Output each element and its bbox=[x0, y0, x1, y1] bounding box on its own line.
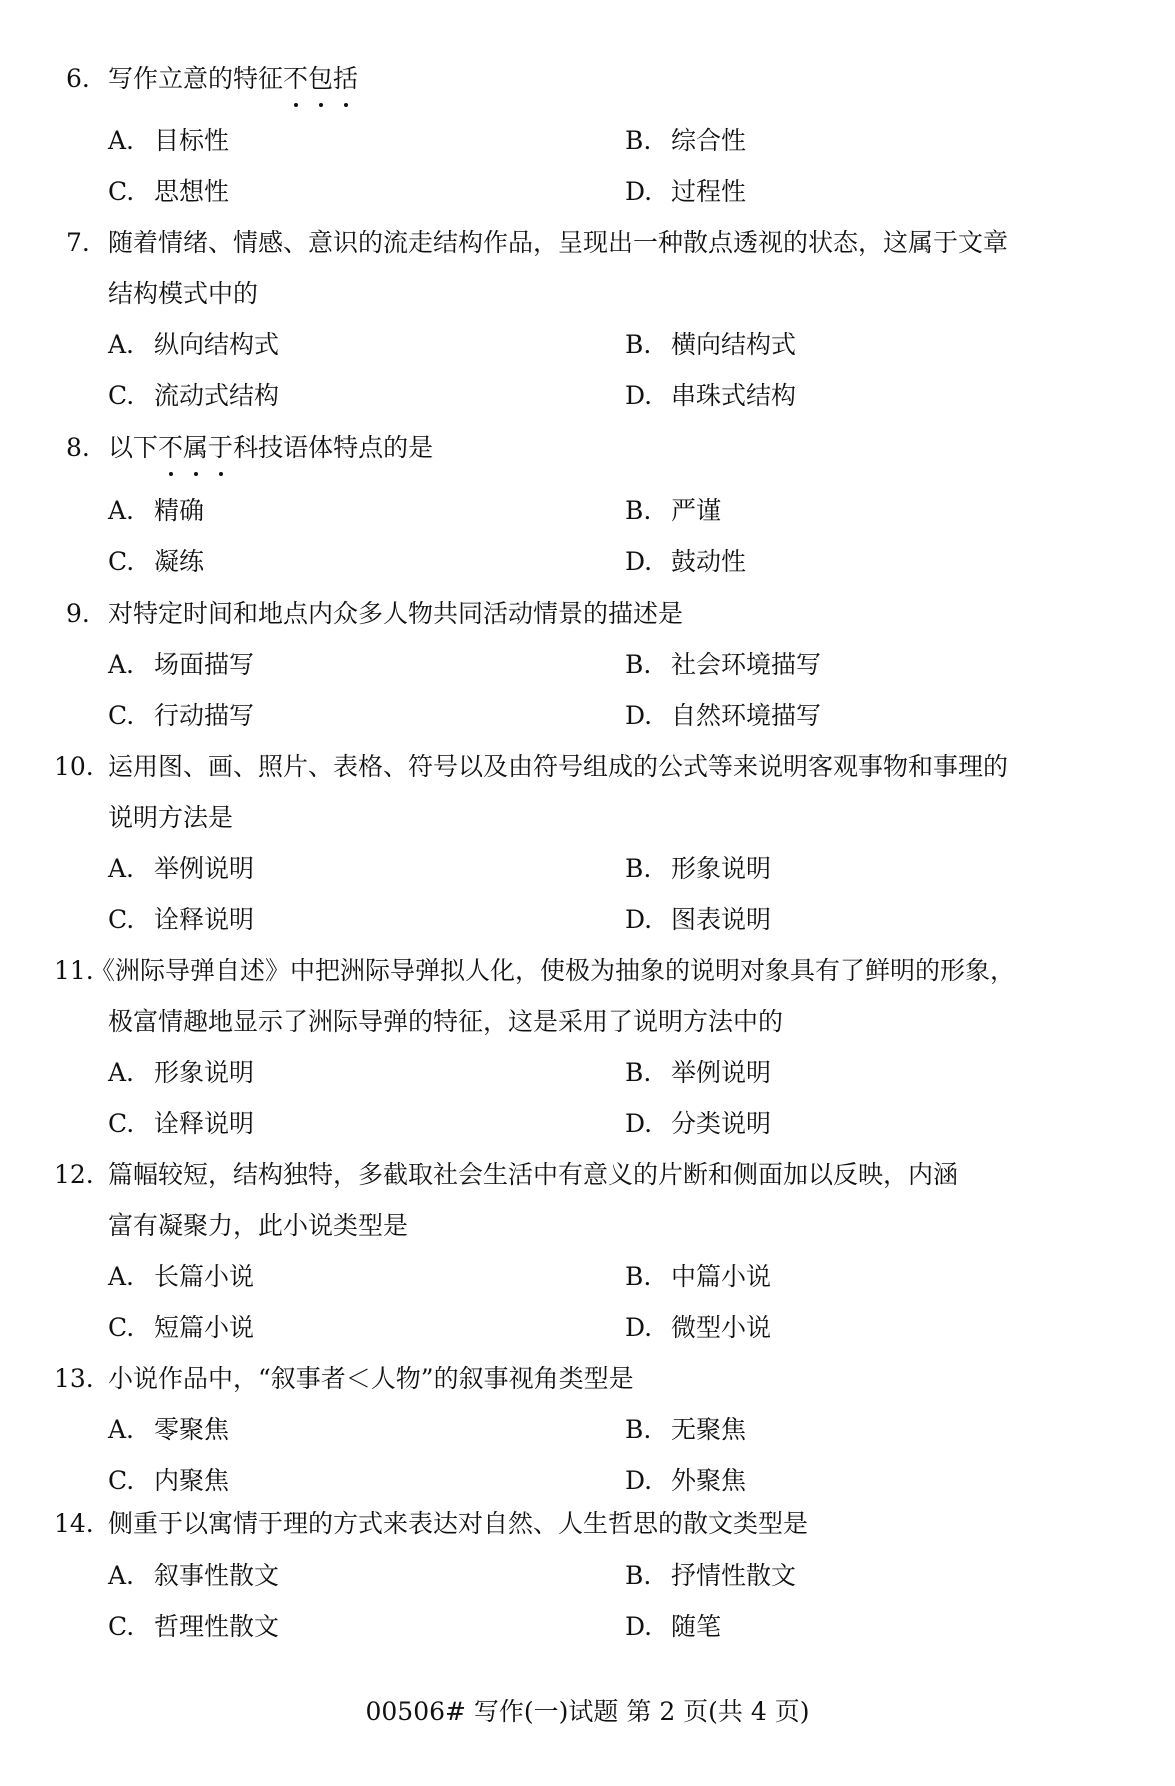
question-text: 说明方法是 bbox=[108, 803, 234, 832]
options-row bbox=[0, 1404, 1175, 1455]
options-row bbox=[0, 843, 1175, 894]
option-d[interactable]: D. 分类说明 bbox=[625, 1109, 772, 1138]
emphasis-char: 不 bbox=[158, 422, 183, 473]
question-11-continued bbox=[0, 996, 1175, 1047]
options-row bbox=[0, 1047, 1175, 1098]
option-a[interactable]: A. 纵向结构式 bbox=[108, 330, 280, 359]
emphasis-char: 包 bbox=[308, 53, 333, 104]
question-7 bbox=[0, 217, 1175, 268]
question-text: 以下不属于科技语体特点的是 bbox=[108, 422, 433, 473]
options-row bbox=[0, 536, 1175, 587]
option-b[interactable]: B. 无聚焦 bbox=[625, 1415, 747, 1444]
question-6 bbox=[0, 53, 1175, 104]
option-c[interactable]: C. 内聚焦 bbox=[108, 1466, 230, 1495]
option-b[interactable]: B. 抒情性散文 bbox=[625, 1561, 797, 1590]
option-c[interactable]: C. 短篇小说 bbox=[108, 1313, 255, 1342]
option-b[interactable]: B. 形象说明 bbox=[625, 854, 772, 883]
question-text: 小说作品中，“叙事者＜人物”的叙事视角类型是 bbox=[108, 1364, 634, 1393]
question-text: 篇幅较短，结构独特，多截取社会生活中有意义的片断和侧面加以反映，内涵 bbox=[108, 1160, 959, 1189]
option-c[interactable]: C. 诠释说明 bbox=[108, 1109, 255, 1138]
question-13 bbox=[0, 1353, 1175, 1404]
option-c[interactable]: C. 哲理性散文 bbox=[108, 1612, 280, 1641]
option-d[interactable]: D. 过程性 bbox=[625, 177, 747, 206]
question-14 bbox=[0, 1498, 1175, 1549]
options-row bbox=[0, 894, 1175, 945]
question-text: 对特定时间和地点内众多人物共同活动情景的描述是 bbox=[108, 599, 684, 628]
question-9 bbox=[0, 588, 1175, 639]
options-row bbox=[0, 1098, 1175, 1149]
option-a[interactable]: A. 场面描写 bbox=[108, 650, 255, 679]
question-text: 随着情绪、情感、意识的流走结构作品，呈现出一种散点透视的状态，这属于文章 bbox=[108, 228, 1009, 257]
options-row bbox=[0, 370, 1175, 421]
question-12-continued bbox=[0, 1200, 1175, 1251]
question-text: 写作立意的特征不包括 bbox=[108, 53, 358, 104]
options-row bbox=[0, 115, 1175, 166]
option-a[interactable]: A. 长篇小说 bbox=[108, 1262, 255, 1291]
question-number: 11. bbox=[54, 956, 94, 985]
options-row bbox=[0, 319, 1175, 370]
option-b[interactable]: B. 举例说明 bbox=[625, 1058, 772, 1087]
option-c[interactable]: C. 诠释说明 bbox=[108, 905, 255, 934]
page-footer: 00506# 写作(一)试题 第 2 页(共 4 页) bbox=[365, 1697, 810, 1726]
options-row bbox=[0, 1251, 1175, 1302]
option-d[interactable]: D. 图表说明 bbox=[625, 905, 772, 934]
option-b[interactable]: B. 中篇小说 bbox=[625, 1262, 772, 1291]
option-a[interactable]: A. 零聚焦 bbox=[108, 1415, 230, 1444]
option-c[interactable]: C. 思想性 bbox=[108, 177, 230, 206]
options-row bbox=[0, 1550, 1175, 1601]
options-row bbox=[0, 166, 1175, 217]
options-row bbox=[0, 1601, 1175, 1652]
option-b[interactable]: B. 社会环境描写 bbox=[625, 650, 822, 679]
options-row bbox=[0, 639, 1175, 690]
question-text: 结构模式中的 bbox=[108, 279, 259, 308]
option-d[interactable]: D. 微型小说 bbox=[625, 1313, 772, 1342]
emphasis-char: 括 bbox=[333, 53, 358, 104]
emphasis-char: 属 bbox=[183, 422, 208, 473]
question-10 bbox=[0, 741, 1175, 792]
question-text: 运用图、画、照片、表格、符号以及由符号组成的公式等来说明客观事物和事理的 bbox=[108, 752, 1009, 781]
question-7-continued bbox=[0, 268, 1175, 319]
option-d[interactable]: D. 自然环境描写 bbox=[625, 701, 822, 730]
question-number: 12. bbox=[54, 1160, 94, 1189]
option-b[interactable]: B. 横向结构式 bbox=[625, 330, 797, 359]
options-row bbox=[0, 690, 1175, 741]
question-number: 13. bbox=[54, 1364, 94, 1393]
option-a[interactable]: A. 目标性 bbox=[108, 126, 230, 155]
option-a[interactable]: A. 精确 bbox=[108, 496, 205, 525]
option-d[interactable]: D. 随笔 bbox=[625, 1612, 722, 1641]
question-text: 《洲际导弹自述》中把洲际导弹拟人化，使极为抽象的说明对象具有了鲜明的形象， bbox=[90, 956, 1016, 985]
question-text: 富有凝聚力，此小说类型是 bbox=[108, 1211, 409, 1240]
options-row bbox=[0, 1302, 1175, 1353]
question-12 bbox=[0, 1149, 1175, 1200]
question-text: 侧重于以寓情于理的方式来表达对自然、人生哲思的散文类型是 bbox=[108, 1509, 809, 1538]
question-number: 14. bbox=[54, 1509, 94, 1538]
question-number: 7. bbox=[66, 228, 90, 257]
option-b[interactable]: B. 综合性 bbox=[625, 126, 747, 155]
question-number: 10. bbox=[54, 752, 94, 781]
option-a[interactable]: A. 形象说明 bbox=[108, 1058, 255, 1087]
question-number: 9. bbox=[66, 599, 90, 628]
emphasis-char: 不 bbox=[283, 53, 308, 104]
options-row bbox=[0, 485, 1175, 536]
option-c[interactable]: C. 行动描写 bbox=[108, 701, 255, 730]
question-number: 8. bbox=[66, 433, 90, 462]
question-number: 6. bbox=[66, 64, 90, 93]
option-b[interactable]: B. 严谨 bbox=[625, 496, 722, 525]
emphasis-char: 于 bbox=[208, 422, 233, 473]
option-d[interactable]: D. 鼓动性 bbox=[625, 547, 747, 576]
option-d[interactable]: D. 串珠式结构 bbox=[625, 381, 797, 410]
question-11 bbox=[0, 945, 1175, 996]
option-a[interactable]: A. 叙事性散文 bbox=[108, 1561, 280, 1590]
option-a[interactable]: A. 举例说明 bbox=[108, 854, 255, 883]
option-c[interactable]: C. 流动式结构 bbox=[108, 381, 280, 410]
question-8 bbox=[0, 422, 1175, 473]
question-10-continued bbox=[0, 792, 1175, 843]
option-c[interactable]: C. 凝练 bbox=[108, 547, 205, 576]
option-d[interactable]: D. 外聚焦 bbox=[625, 1466, 747, 1495]
question-text: 极富情趣地显示了洲际导弹的特征，这是采用了说明方法中的 bbox=[108, 1007, 784, 1036]
